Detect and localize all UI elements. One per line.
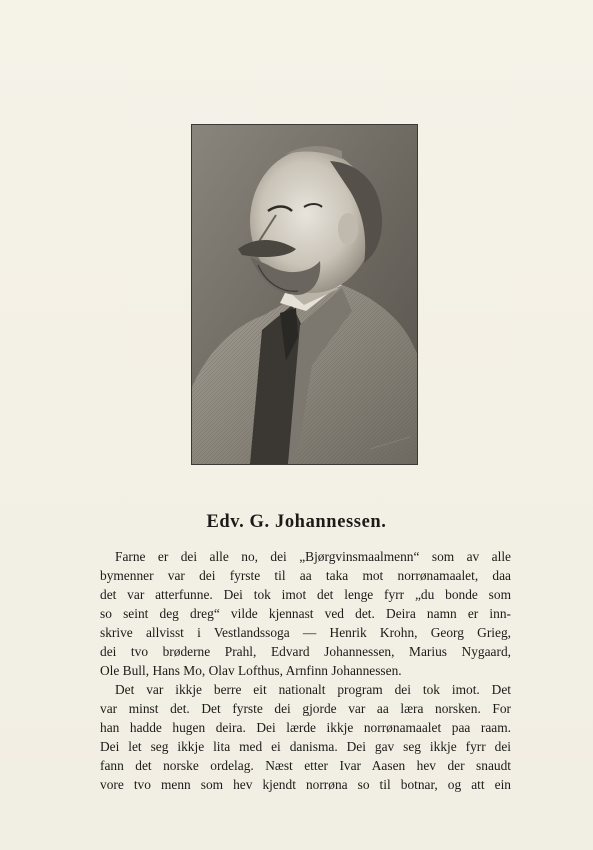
text-line: vore tvo menn som hev kjendt norrøna so til botnar, og att ein xyxy=(100,777,511,792)
body-text xyxy=(100,547,511,794)
text-line: skrive allvisst i Vestlandssoga — Henrik Krohn, Georg Grieg, xyxy=(100,625,511,640)
text-line: Det var ikkje berre eit nationalt program dei tok imot. Det xyxy=(115,682,511,697)
portrait-photo xyxy=(192,125,417,464)
text-line: var minst det. Det fyrste dei gjorde var aa læra norsken. For xyxy=(100,701,511,716)
portrait-illustration xyxy=(192,125,417,464)
paragraph xyxy=(100,547,511,680)
text-line: dei tvo brøderne Prahl, Edvard Johannessen, Marius Nygaard, xyxy=(100,644,511,659)
text-line: Dei let seg ikkje lita med ei danisma. Dei gav seg ikkje fyrr dei xyxy=(100,739,511,754)
paragraph xyxy=(100,680,511,794)
text-line: bymenner var dei fyrste til aa taka mot norrønamaalet, daa xyxy=(100,568,511,583)
text-line: det var atterfunne. Dei tok imot det lenge fyrr „du bonde som xyxy=(100,587,511,602)
page-title: Edv. G. Johannessen. xyxy=(206,512,387,532)
text-line: han hadde hugen deira. Dei lærde ikkje norrønamaalet paa raam. xyxy=(100,720,511,735)
text-line: so seint deg dreg“ vilde kjennast ved det. Deira namn er inn- xyxy=(100,606,511,621)
text-line: Ole Bull, Hans Mo, Olav Lofthus, Arnfinn Johannessen. xyxy=(100,663,402,678)
text-line: fann det norske ordelag. Næst etter Ivar Aasen hev der snaudt xyxy=(100,758,511,773)
text-line: Farne er dei alle no, dei „Bjørgvinsmaalmenn“ som av alle xyxy=(115,549,511,564)
